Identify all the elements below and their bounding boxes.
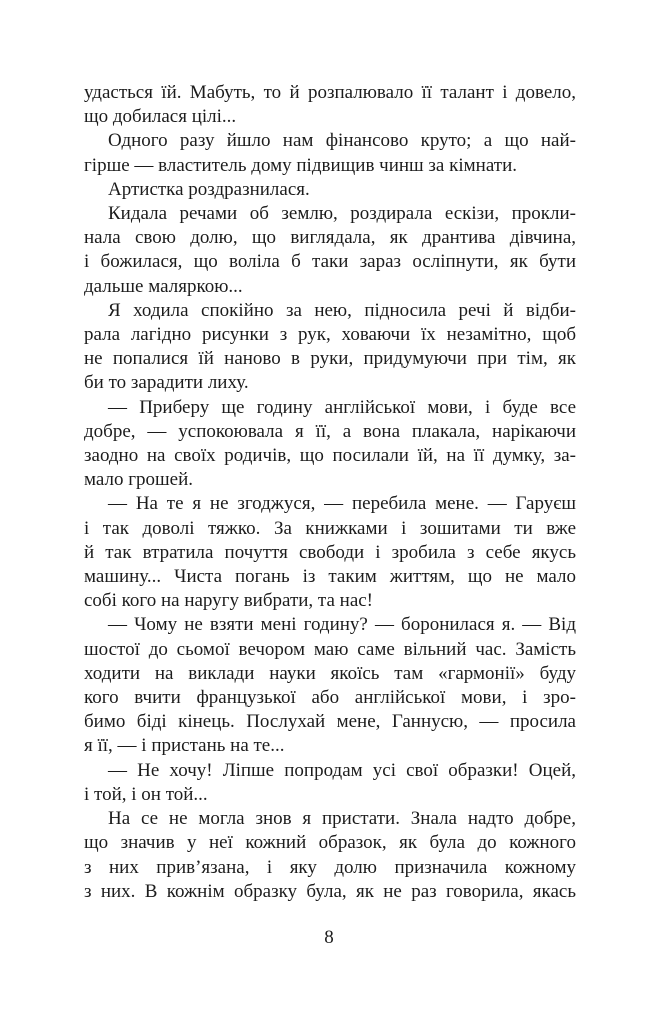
text-line: — Чому не взяти мені годину? — боронилася я. — Від <box>108 614 576 636</box>
text-line: шостої до сьомої вечором маю саме вільний час. Замість <box>84 638 576 660</box>
text-line: що добилася цілі... <box>84 106 237 128</box>
text-line: На се не могла знов я пристати. Знала надто добре, <box>108 808 576 830</box>
text-line: і той, і он той... <box>84 783 208 805</box>
text-line: кого вчити французької або англійської мови, і зро- <box>84 687 576 709</box>
text-line: мало грошей. <box>84 469 193 491</box>
text-line: Одного разу йшло нам фінансово круто; а що най- <box>108 130 576 152</box>
text-line: — Не хочу! Ліпше попродам усі свої образки! Оцей, <box>108 759 576 781</box>
text-line: я її, — і пристань на те... <box>84 735 285 757</box>
text-line: бимо біді кінець. Послухай мене, Ганнусю, — просила <box>84 711 576 733</box>
text-line: ходити на виклади науки якоїсь там «гармонії» буду <box>84 662 576 684</box>
text-line: заодно на своїх родичів, що посилали їй, на її думку, за- <box>84 445 576 467</box>
text-line: — Приберу ще годину англійської мови, і буде все <box>108 396 576 418</box>
text-line: не попалися їй наново в руки, придумуючи при тім, як <box>84 348 576 370</box>
page-text <box>84 81 576 904</box>
page-number: 8 <box>324 927 334 948</box>
text-line: з них. В кожнім образку була, як не раз говорила, якась <box>84 880 576 902</box>
text-line: собі кого на наругу вибрати, та нас! <box>84 590 374 612</box>
text-line: Кидала речами об землю, роздирала ескізи, прокли- <box>108 203 576 225</box>
text-line: добре, — успокоювала я її, а вона плакала, нарікаючи <box>84 420 576 442</box>
text-line: і божилася, що воліла б таки зараз осліпнути, як бути <box>84 251 576 273</box>
text-line: нала свою долю, що виглядала, як дрантива дівчина, <box>84 227 576 249</box>
text-line: Я ходила спокійно за нею, підносила речі й відби- <box>108 299 576 321</box>
text-line: дальше маляркою... <box>84 275 243 297</box>
text-line: би то зарадити лиху. <box>84 372 249 394</box>
text-line: що значив у неї кожний образок, як була до кожного <box>84 832 576 854</box>
text-line: Артистка роздразнилася. <box>108 178 310 200</box>
text-line: й так втратила почуття свободи і зробила з себе якусь <box>84 541 576 563</box>
text-line: — На те я не згоджуся, — перебила мене. — Гаруєш <box>108 493 576 515</box>
text-line: і так доволі тяжко. За книжками і зошитами ти вже <box>84 517 576 539</box>
text-line: рала лагідно рисунки з рук, ховаючи їх незамітно, щоб <box>84 324 576 346</box>
text-line: гірше — властитель дому підвищив чинш за кімнати. <box>84 154 517 176</box>
text-line: машину... Чиста погань із таким життям, що не мало <box>84 566 576 588</box>
text-line: удасться їй. Мабуть, то й розпалювало її талант і довело, <box>84 82 576 103</box>
text-line: з них прив’язана, і яку долю призначила кожному <box>84 856 576 878</box>
